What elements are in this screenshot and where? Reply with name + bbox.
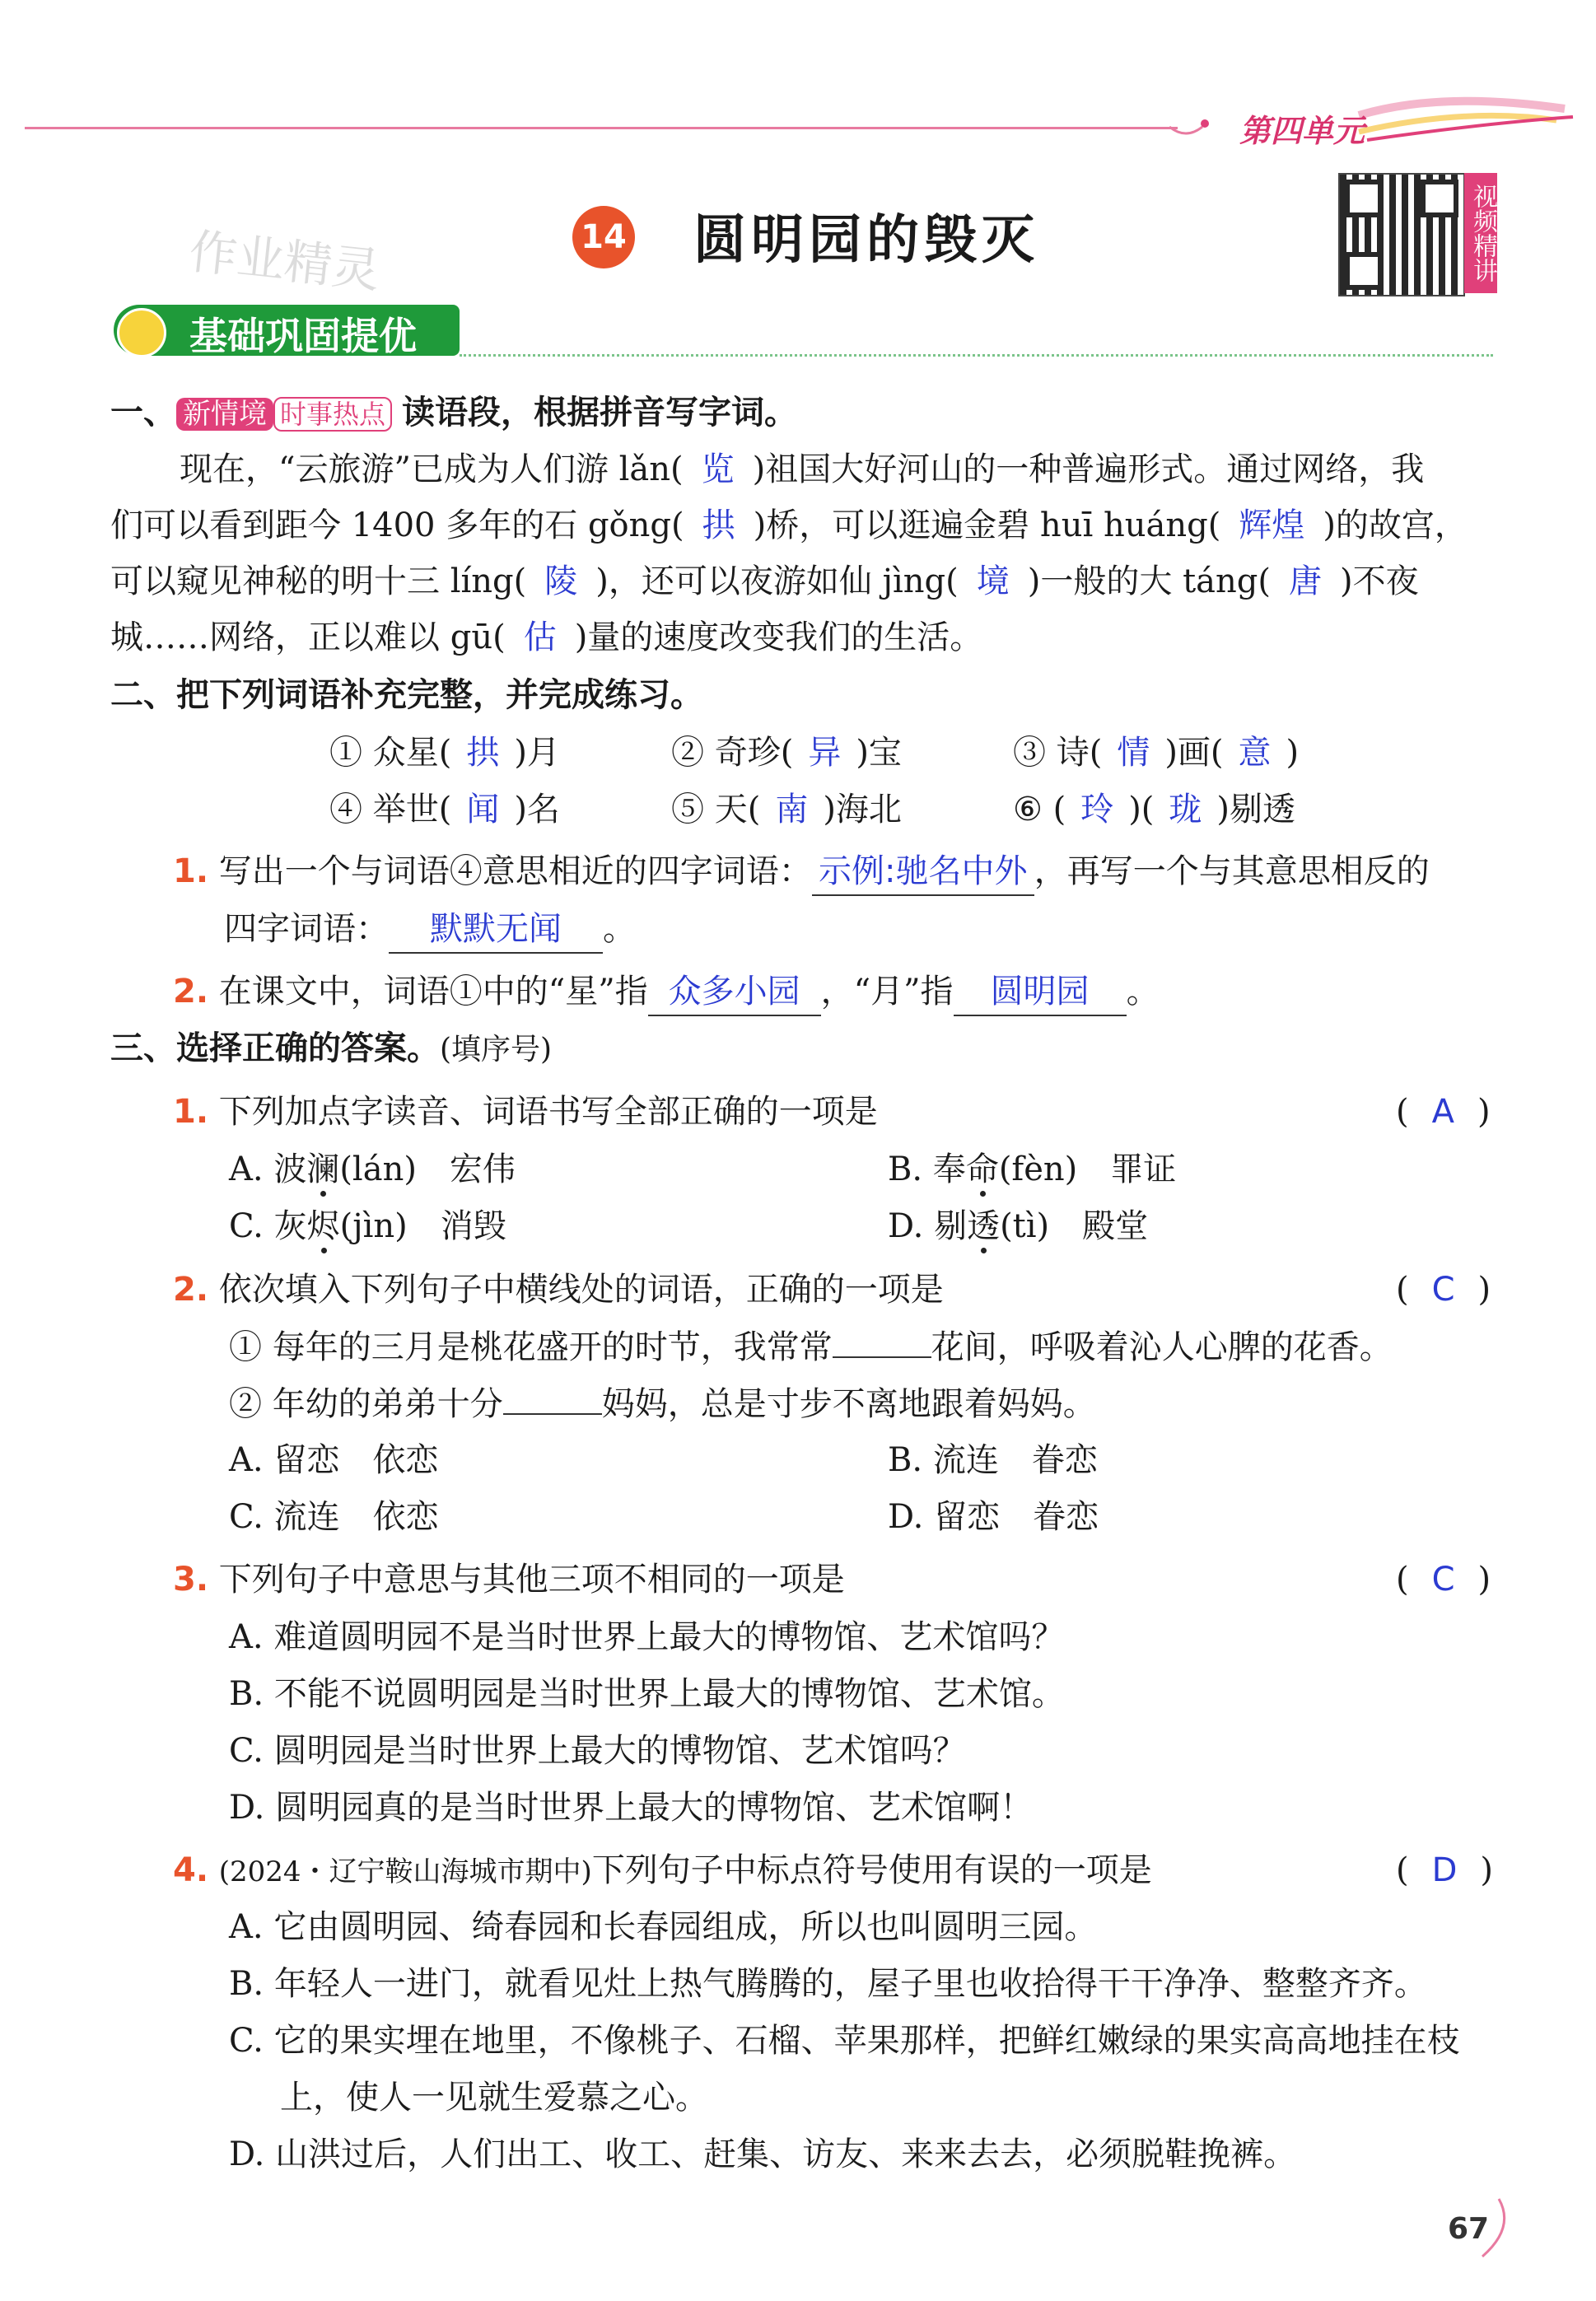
section-icon [117,308,166,357]
q1-line-2: 们可以看到距今 1400 多年的石 gǒng( 拱 )桥，可以逛遍金碧 huī huáng( 辉煌 )的故宫， [110,506,1468,544]
q3-4-option-b: B. 年轻人一进门，就看见灶上热气腾腾的，屋子里也收拾得干干净净、整整齐齐。 [229,1965,1427,2003]
q3-4-answer: ( D ) [1396,1851,1494,1889]
page-number-swoosh [1449,2191,1515,2265]
watermark: 作业精灵 [186,223,383,299]
header-swoosh [1169,91,1581,156]
q3-3-option-a: A. 难道圆明园不是当时世界上最大的博物馆、艺术馆吗？ [229,1618,1065,1656]
answer: D [1431,1851,1458,1889]
q3-1-option-c: C. 灰烬(jìn) 消毁 [229,1207,506,1245]
answer: 南 [775,791,809,828]
lesson-number-badge [572,206,635,268]
answer: 辉煌 [1239,506,1305,544]
lesson-title: 圆明园的毁灭 [693,209,1039,271]
blank[interactable] [503,1380,602,1415]
q2-item-2: ② 奇珍( 异 )宝 [671,734,902,772]
answer: 陵 [544,562,578,600]
q3-3-option-b: B. 不能不说圆明园是当时世界上最大的博物馆、艺术馆。 [229,1675,1065,1713]
answer: 异 [808,734,842,772]
q1-line-1: 现在，“云旅游”已成为人们游 lǎn( 览 )祖国大好河山的一种普遍形式。通过网络，我 [180,450,1425,488]
q3-2-stem: 2. 依次填入下列句子中横线处的词语，正确的一项是 [173,1271,944,1309]
q1-heading [110,390,797,437]
q3-4-option-d: D. 山洪过后，人们出工、收工、赶集、访友、来来去去，必须脱鞋挽裤。 [229,2135,1297,2173]
q3-2-sentence-2: ② 年幼的弟弟十分 妈妈，总是寸步不离地跟着妈妈。 [229,1380,1096,1427]
answer: 意 [1238,734,1272,772]
q2-item-4: ④ 举世( 闻 )名 [329,791,560,828]
q3-4-option-a: A. 它由圆明园、绮春园和长春园组成，所以也叫圆明三园。 [229,1908,1098,1946]
q1-instruction: 读语段，根据拼音写字词。 [402,394,798,432]
q1-line-3: 可以窥见神秘的明十三 líng( 陵 )，还可以夜游如仙 jìng( 境 )一般的大 táng( 唐 )不夜 [110,562,1419,600]
lesson-number: 14 [581,218,627,256]
q3-1-answer: ( A ) [1396,1093,1491,1131]
blank[interactable] [833,1323,931,1358]
qr-code[interactable] [1338,173,1465,296]
answer: C [1431,1271,1455,1309]
q3-2-sentence-1: ① 每年的三月是桃花盛开的时节，我常常 花间，呼吸着沁人心脾的花香。 [229,1323,1393,1370]
answer: C [1431,1561,1455,1599]
q3-heading: 三、选择正确的答案。(填序号) [110,1029,553,1067]
qr-label-text: 视频精讲 [1468,184,1497,282]
answer: 闻 [466,791,500,828]
q3-2-option-b: B. 流连 眷恋 [888,1441,1098,1479]
answer-blank[interactable]: 默默无闻 [389,906,603,954]
answer: 境 [976,562,1010,600]
q3-1-option-d: D. 剔透(tì) 殿堂 [888,1207,1149,1245]
answer: 珑 [1169,791,1202,828]
unit-label: 第四单元 [1239,113,1365,149]
q3-4-option-c-cont: 上，使人一见就生爱慕之心。 [280,2079,708,2117]
section-rule [460,354,1493,357]
q3-3-answer: ( C ) [1396,1561,1491,1599]
q3-4-stem: 4. (2024・辽宁鞍山海城市期中)下列句子中标点符号使用有误的一项是 [173,1851,1152,1889]
answer-blank[interactable]: 示例:驰名中外 [812,848,1034,896]
q3-1-stem: 1. 下列加点字读音、词语书写全部正确的一项是 [173,1093,878,1131]
answer: 玲 [1080,791,1114,828]
answer: 唐 [1289,562,1322,600]
page-number: 67 [1448,2212,1490,2246]
answer: A [1431,1093,1454,1131]
q3-3-stem: 3. 下列句子中意思与其他三项不相同的一项是 [173,1561,845,1599]
q3-1-option-a: A. 波澜(lán) 宏伟 [229,1150,516,1188]
q2-instruction: 把下列词语补充完整，并完成练习。 [176,676,703,714]
q2-heading [110,672,703,718]
q1-line-4: 城……网络，正以难以 gū( 估 )量的速度改变我们的生活。 [110,618,983,656]
q2-item-5: ⑤ 天( 南 )海北 [671,791,902,828]
answer: 拱 [466,734,500,772]
q2-sub-1: 1. 写出一个与词语④意思相近的四字词语： 示例:驰名中外 ，再写一个与其意思相反的 [173,848,1430,896]
q2-item-1: ① 众星( 拱 )月 [329,734,560,772]
header-dot [1201,119,1209,128]
q2-item-6: ⑥ ( 玲 )( 珑 )剔透 [1013,791,1296,828]
answer: 情 [1117,734,1150,772]
section-title: 基础巩固提优 [189,314,417,358]
q3-3-option-d: D. 圆明园真的是当时世界上最大的博物馆、艺术馆啊！ [229,1789,1034,1827]
q3-2-option-c: C. 流连 依恋 [229,1498,439,1536]
qr-label [1464,173,1497,293]
answer-blank[interactable]: 圆明园 [954,968,1127,1016]
q3-1-option-b: B. 奉命(fèn) 罪证 [888,1150,1177,1188]
answer: 拱 [702,506,735,544]
q1-tag-new: 新情境 [176,398,273,431]
q2-number: 二、 [110,676,176,714]
q3-2-option-d: D. 留恋 眷恋 [888,1498,1099,1536]
q3-2-option-a: A. 留恋 依恋 [229,1441,439,1479]
q2-sub-1-cont: 四字词语： 默默无闻 。 [224,906,636,954]
header-rule [25,127,1178,129]
q3-2-answer: ( C ) [1396,1271,1491,1309]
q1-tag-hot: 时事热点 [273,397,392,432]
q3-3-option-c: C. 圆明园是当时世界上最大的博物馆、艺术馆吗？ [229,1732,966,1770]
answer: 览 [701,450,735,488]
answer: 估 [523,618,557,656]
q1-number: 一、 [110,394,176,432]
answer-blank[interactable]: 众多小园 [648,968,821,1016]
q2-sub-2: 2. 在课文中，词语①中的“星”指 众多小园 ，“月”指 圆明园 。 [173,968,1160,1016]
q3-4-option-c: C. 它的果实埋在地里，不像桃子、石榴、苹果那样，把鲜红嫩绿的果实高高地挂在枝 [229,2022,1460,2060]
q2-item-3: ③ 诗( 情 )画( 意 ) [1013,734,1300,772]
